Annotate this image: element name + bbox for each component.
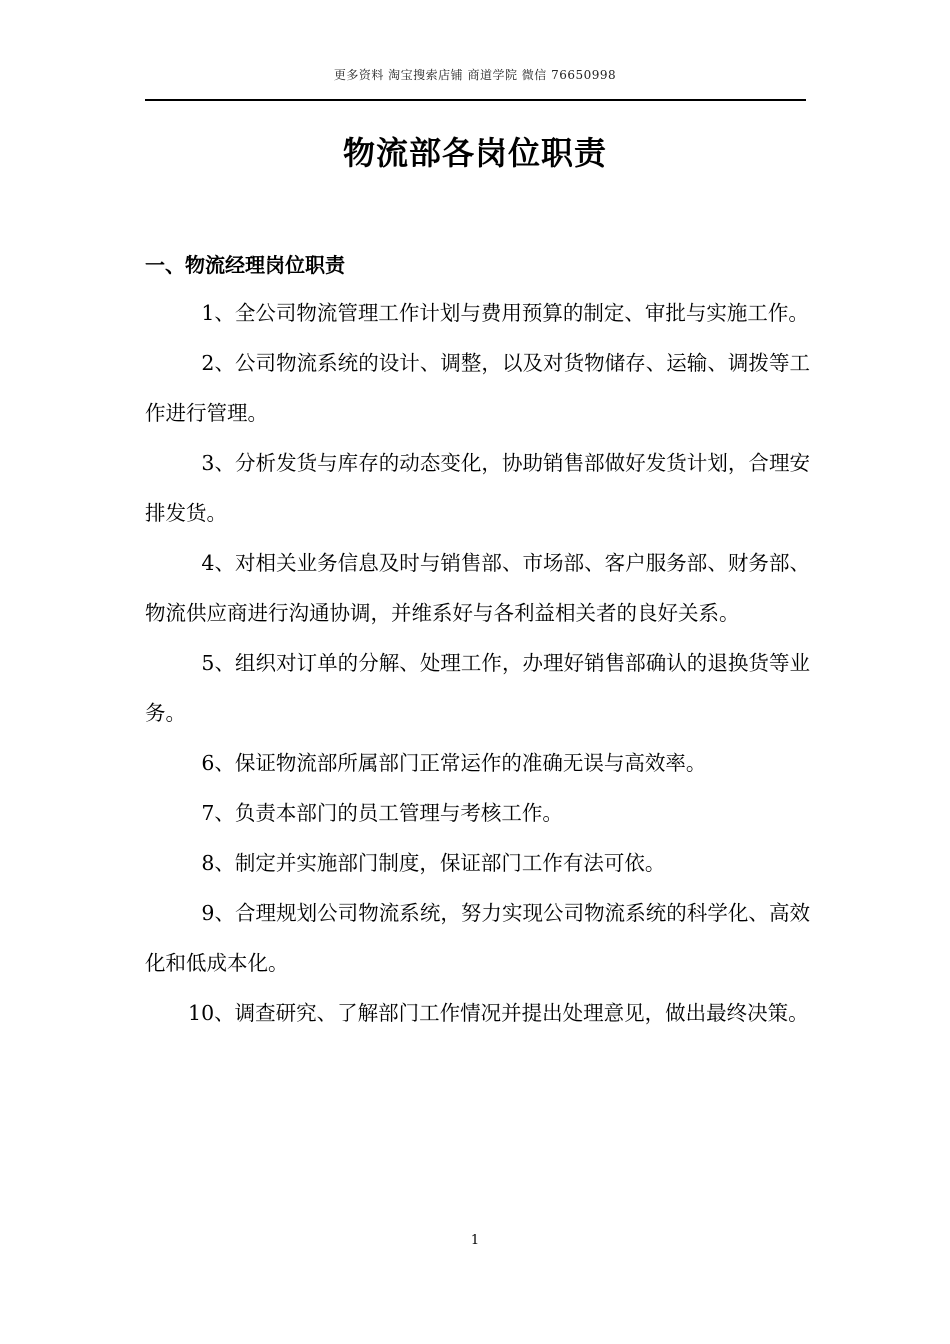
duty-item: 8、制定并实施部门制度，保证部门工作有法可依。: [201, 851, 666, 875]
document-title: 物流部各岗位职责: [342, 134, 607, 172]
section-heading: 一、物流经理岗位职责: [145, 253, 345, 277]
header-divider: [145, 99, 806, 101]
duty-item: 6、保证物流部所属部门正常运作的准确无误与高效率。: [201, 751, 707, 775]
duty-item: 7、负责本部门的员工管理与考核工作。: [201, 801, 563, 825]
duty-item: 2、公司物流系统的设计、调整，以及对货物储存、运输、调拨等工作进行管理。: [145, 351, 810, 425]
duty-item: 9、合理规划公司物流系统，努力实现公司物流系统的科学化、高效化和低成本化。: [145, 901, 810, 975]
duty-item: 4、对相关业务信息及时与销售部、市场部、客户服务部、财务部、物流供应商进行沟通协调，并维系好与各利益相关者的良好关系。: [145, 551, 810, 625]
duty-list: [145, 288, 810, 1038]
page-number: 1: [470, 1233, 480, 1248]
duty-item: 3、分析发货与库存的动态变化，协助销售部做好发货计划，合理安排发货。: [145, 451, 810, 525]
page-header: 更多资料 淘宝搜索店铺 商道学院 微信 76650998: [333, 68, 617, 82]
duty-item: 5、组织对订单的分解、处理工作，办理好销售部确认的退换货等业务。: [145, 651, 810, 725]
duty-item: 1、全公司物流管理工作计划与费用预算的制定、审批与实施工作。: [201, 301, 809, 325]
duty-item: 10、调查研究、了解部门工作情况并提出处理意见，做出最终决策。: [188, 1001, 809, 1025]
